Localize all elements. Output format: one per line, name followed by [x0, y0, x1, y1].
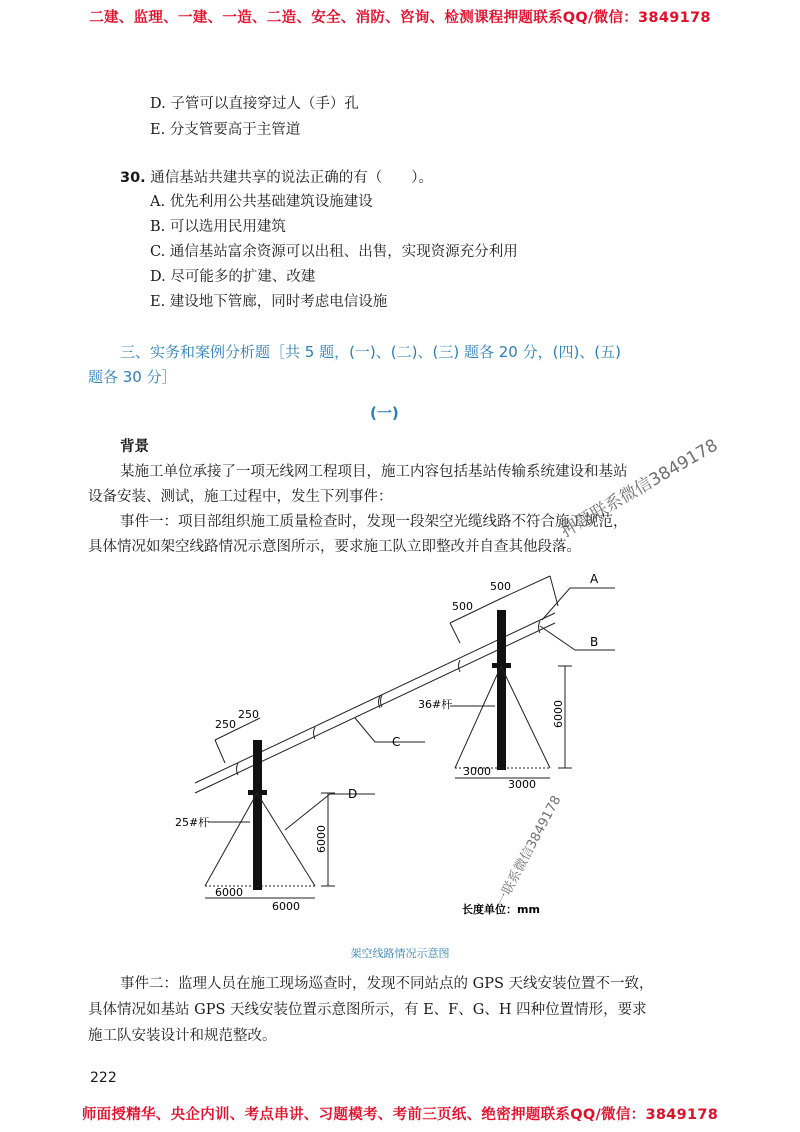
paragraph-1: 某施工单位承接了一项无线网工程项目，施工内容包括基站传输系统建设和基站 [120, 464, 628, 480]
dim-3000-b: 3000 [508, 778, 536, 791]
option-d: D. 尽可能多的扩建、改建 [150, 269, 316, 285]
dim-6000-right-vertical: 6000 [552, 700, 565, 728]
event2-line3: 施工队安装设计和规范整改。 [88, 1028, 277, 1044]
dim-6000-a: 6000 [215, 886, 243, 899]
figure-caption: 架空线路情况示意图 [350, 947, 450, 960]
page-number: 222 [90, 1070, 117, 1086]
background-label: 背景 [120, 439, 149, 455]
pole-36 [497, 610, 506, 770]
bottom-banner: 师面授精华、央企内训、考点串讲、习题模考、考前三页纸、绝密押题联系QQ/微信：3849178 [81, 1107, 719, 1123]
guy-wire-right-b [501, 666, 550, 768]
paragraph-3: 事件一：项目部组织施工质量检查时，发现一段架空光缆线路不符合施工规范， [120, 514, 628, 530]
section-heading-line1: 三、实务和案例分析题［共 5 题，(一)、(二)、(三) 题各 20 分，(四)、(五) [120, 343, 621, 361]
paragraph-2: 设备安装、测试，施工过程中，发生下列事件： [88, 489, 393, 505]
dim-3000-a: 3000 [463, 765, 491, 778]
case-heading: (一) [370, 404, 399, 422]
dim-250-b: 250 [238, 708, 259, 721]
event2-line1: 事件二：监理人员在施工现场巡查时，发现不同站点的 GPS 天线安装位置不一致， [120, 976, 654, 992]
dim-500-b: 500 [490, 580, 511, 593]
unit-label: 长度单位：mm [462, 903, 540, 916]
question-number: 30. [120, 170, 146, 186]
dim-6000-left-vertical: 6000 [315, 825, 328, 853]
question-30 [120, 166, 433, 187]
pole-36-label: 36#杆 [418, 698, 453, 711]
option-a: A. 优先利用公共基础建筑设施建设 [150, 194, 373, 210]
guy-wire-left-b [257, 793, 315, 886]
dim-250-a: 250 [215, 718, 236, 731]
option-e-prev: E. 分支管要高于主管道 [150, 122, 301, 138]
guy-wire-right-a [455, 666, 501, 768]
label-d: D [348, 787, 358, 801]
watermark-2: 一联系微信3849178 [493, 793, 565, 909]
option-b: B. 可以选用民用建筑 [150, 219, 286, 235]
option-c: C. 通信基站富余资源可以出租、出售，实现资源充分利用 [150, 244, 518, 260]
top-banner: 二建、监理、一建、一造、二造、安全、消防、咨询、检测课程押题联系QQ/微信：3849178 [89, 10, 711, 26]
dim-6000-b: 6000 [272, 900, 300, 913]
label-c: C [392, 735, 401, 749]
paragraph-4: 具体情况如架空线路情况示意图所示，要求施工队立即整改并自查其他段落。 [88, 539, 581, 555]
pole-25 [253, 740, 262, 890]
guy-wire-left-a [205, 793, 257, 886]
event2-line2: 具体情况如基站 GPS 天线安装位置示意图所示，有 E、F、G、H 四种位置情形，要求 [88, 1002, 647, 1018]
pole-25-label: 25#杆 [175, 816, 210, 829]
watermark-1: 押题联系微信3849178 [557, 435, 722, 542]
option-e: E. 建设地下管廊，同时考虑电信设施 [150, 294, 388, 310]
dim-500-a: 500 [452, 600, 473, 613]
label-b: B [590, 635, 599, 649]
label-a: A [590, 572, 599, 586]
question-stem: 通信基站共建共享的说法正确的有（ ）。 [150, 170, 434, 186]
option-d-prev: D. 子管可以直接穿过人（手）孔 [150, 96, 359, 112]
aerial-line-diagram [160, 568, 630, 928]
section-heading-line2: 题各 30 分］ [88, 368, 177, 386]
